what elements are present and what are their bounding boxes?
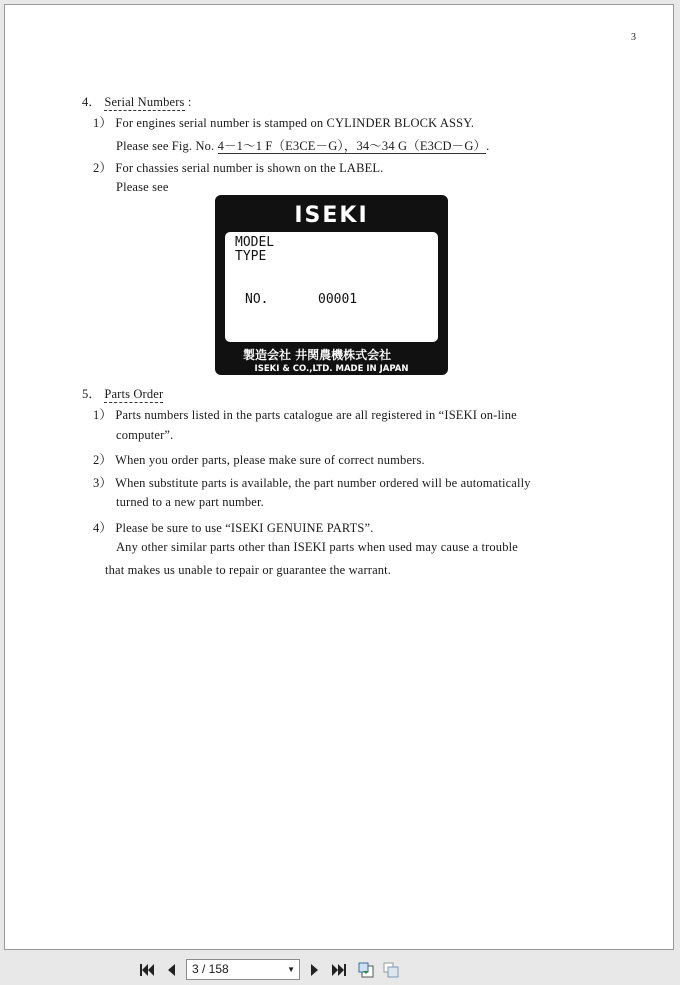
label-type: TYPE xyxy=(235,249,267,264)
item-number: 1） xyxy=(93,116,113,130)
label-no: NO. xyxy=(245,292,269,307)
ref-suffix: . xyxy=(486,139,490,153)
document-page xyxy=(4,4,674,950)
section-5-title: Parts Order xyxy=(104,387,164,401)
item-text: For engines serial number is stamped on CYLINDER BLOCK ASSY. xyxy=(115,116,475,130)
section-4-item-1-ref xyxy=(116,136,489,154)
section-4-title: Serial Numbers xyxy=(104,95,185,109)
page-number-select[interactable] xyxy=(186,959,300,980)
section-5-item-1 xyxy=(93,405,517,423)
section-4-item-2-see: Please see xyxy=(116,180,169,194)
label-maker-en: ISEKI & CO.,LTD. MADE IN JAPAN xyxy=(254,364,409,374)
section-5-heading xyxy=(82,384,163,402)
viewer-toolbar xyxy=(0,955,680,985)
section-4-item-2 xyxy=(93,158,383,176)
item-number: 4） xyxy=(93,521,113,535)
section-4-colon: : xyxy=(187,95,192,109)
section-5-item-1-cont: computer”. xyxy=(116,428,174,442)
first-page-icon[interactable] xyxy=(138,961,156,979)
label-maker-jp: 製造会社 井関農機株式会社 xyxy=(243,348,392,362)
label-model: MODEL xyxy=(235,235,275,250)
page-compare-icon[interactable] xyxy=(382,961,400,979)
label-serial: 00001 xyxy=(318,292,358,307)
section-4-item-1 xyxy=(93,113,474,131)
serial-label-image xyxy=(215,195,448,375)
label-window xyxy=(225,232,438,342)
item-number: 1） xyxy=(93,408,113,422)
section-5-number: 5． xyxy=(82,387,102,401)
item-number: 2） xyxy=(93,161,113,175)
item-text: When you order parts, please make sure of correct numbers. xyxy=(115,453,425,467)
page-view-icon[interactable] xyxy=(357,961,375,979)
last-page-icon[interactable] xyxy=(330,961,348,979)
item-text: Please be sure to use “ISEKI GENUINE PARTS”. xyxy=(115,521,374,535)
section-5-item-4-cont-1: Any other similar parts other than ISEKI parts when used may cause a trouble xyxy=(116,540,518,554)
figure-reference: 4－1～1 F（E3CE－G），34～34 G（E3CD－G） xyxy=(217,139,487,153)
section-5-item-3 xyxy=(93,473,531,491)
section-5-item-4-cont-2: that makes us unable to repair or guarantee the warrant. xyxy=(105,563,392,577)
item-text: When substitute parts is available, the part number ordered will be automatically xyxy=(115,476,531,490)
section-5-item-3-cont: turned to a new part number. xyxy=(116,495,264,509)
item-number: 3） xyxy=(93,476,113,490)
item-text: For chassies serial number is shown on the LABEL. xyxy=(115,161,384,175)
next-page-icon[interactable] xyxy=(306,961,324,979)
item-number: 2） xyxy=(93,453,113,467)
section-5-item-4 xyxy=(93,518,373,536)
ref-prefix: Please see Fig. No. xyxy=(116,139,215,153)
prev-page-icon[interactable] xyxy=(162,961,180,979)
section-4-heading xyxy=(82,92,191,110)
page-indicator: 3 / 158 xyxy=(192,962,229,976)
iseki-logo: ISEKI xyxy=(294,203,369,228)
section-4-number: 4． xyxy=(82,95,102,109)
page-number: 3 xyxy=(631,32,636,43)
item-text: Parts numbers listed in the parts catalogue are all registered in “ISEKI on-line xyxy=(115,408,517,422)
section-5-item-2 xyxy=(93,450,425,468)
chevron-down-icon: ▼ xyxy=(287,965,295,974)
